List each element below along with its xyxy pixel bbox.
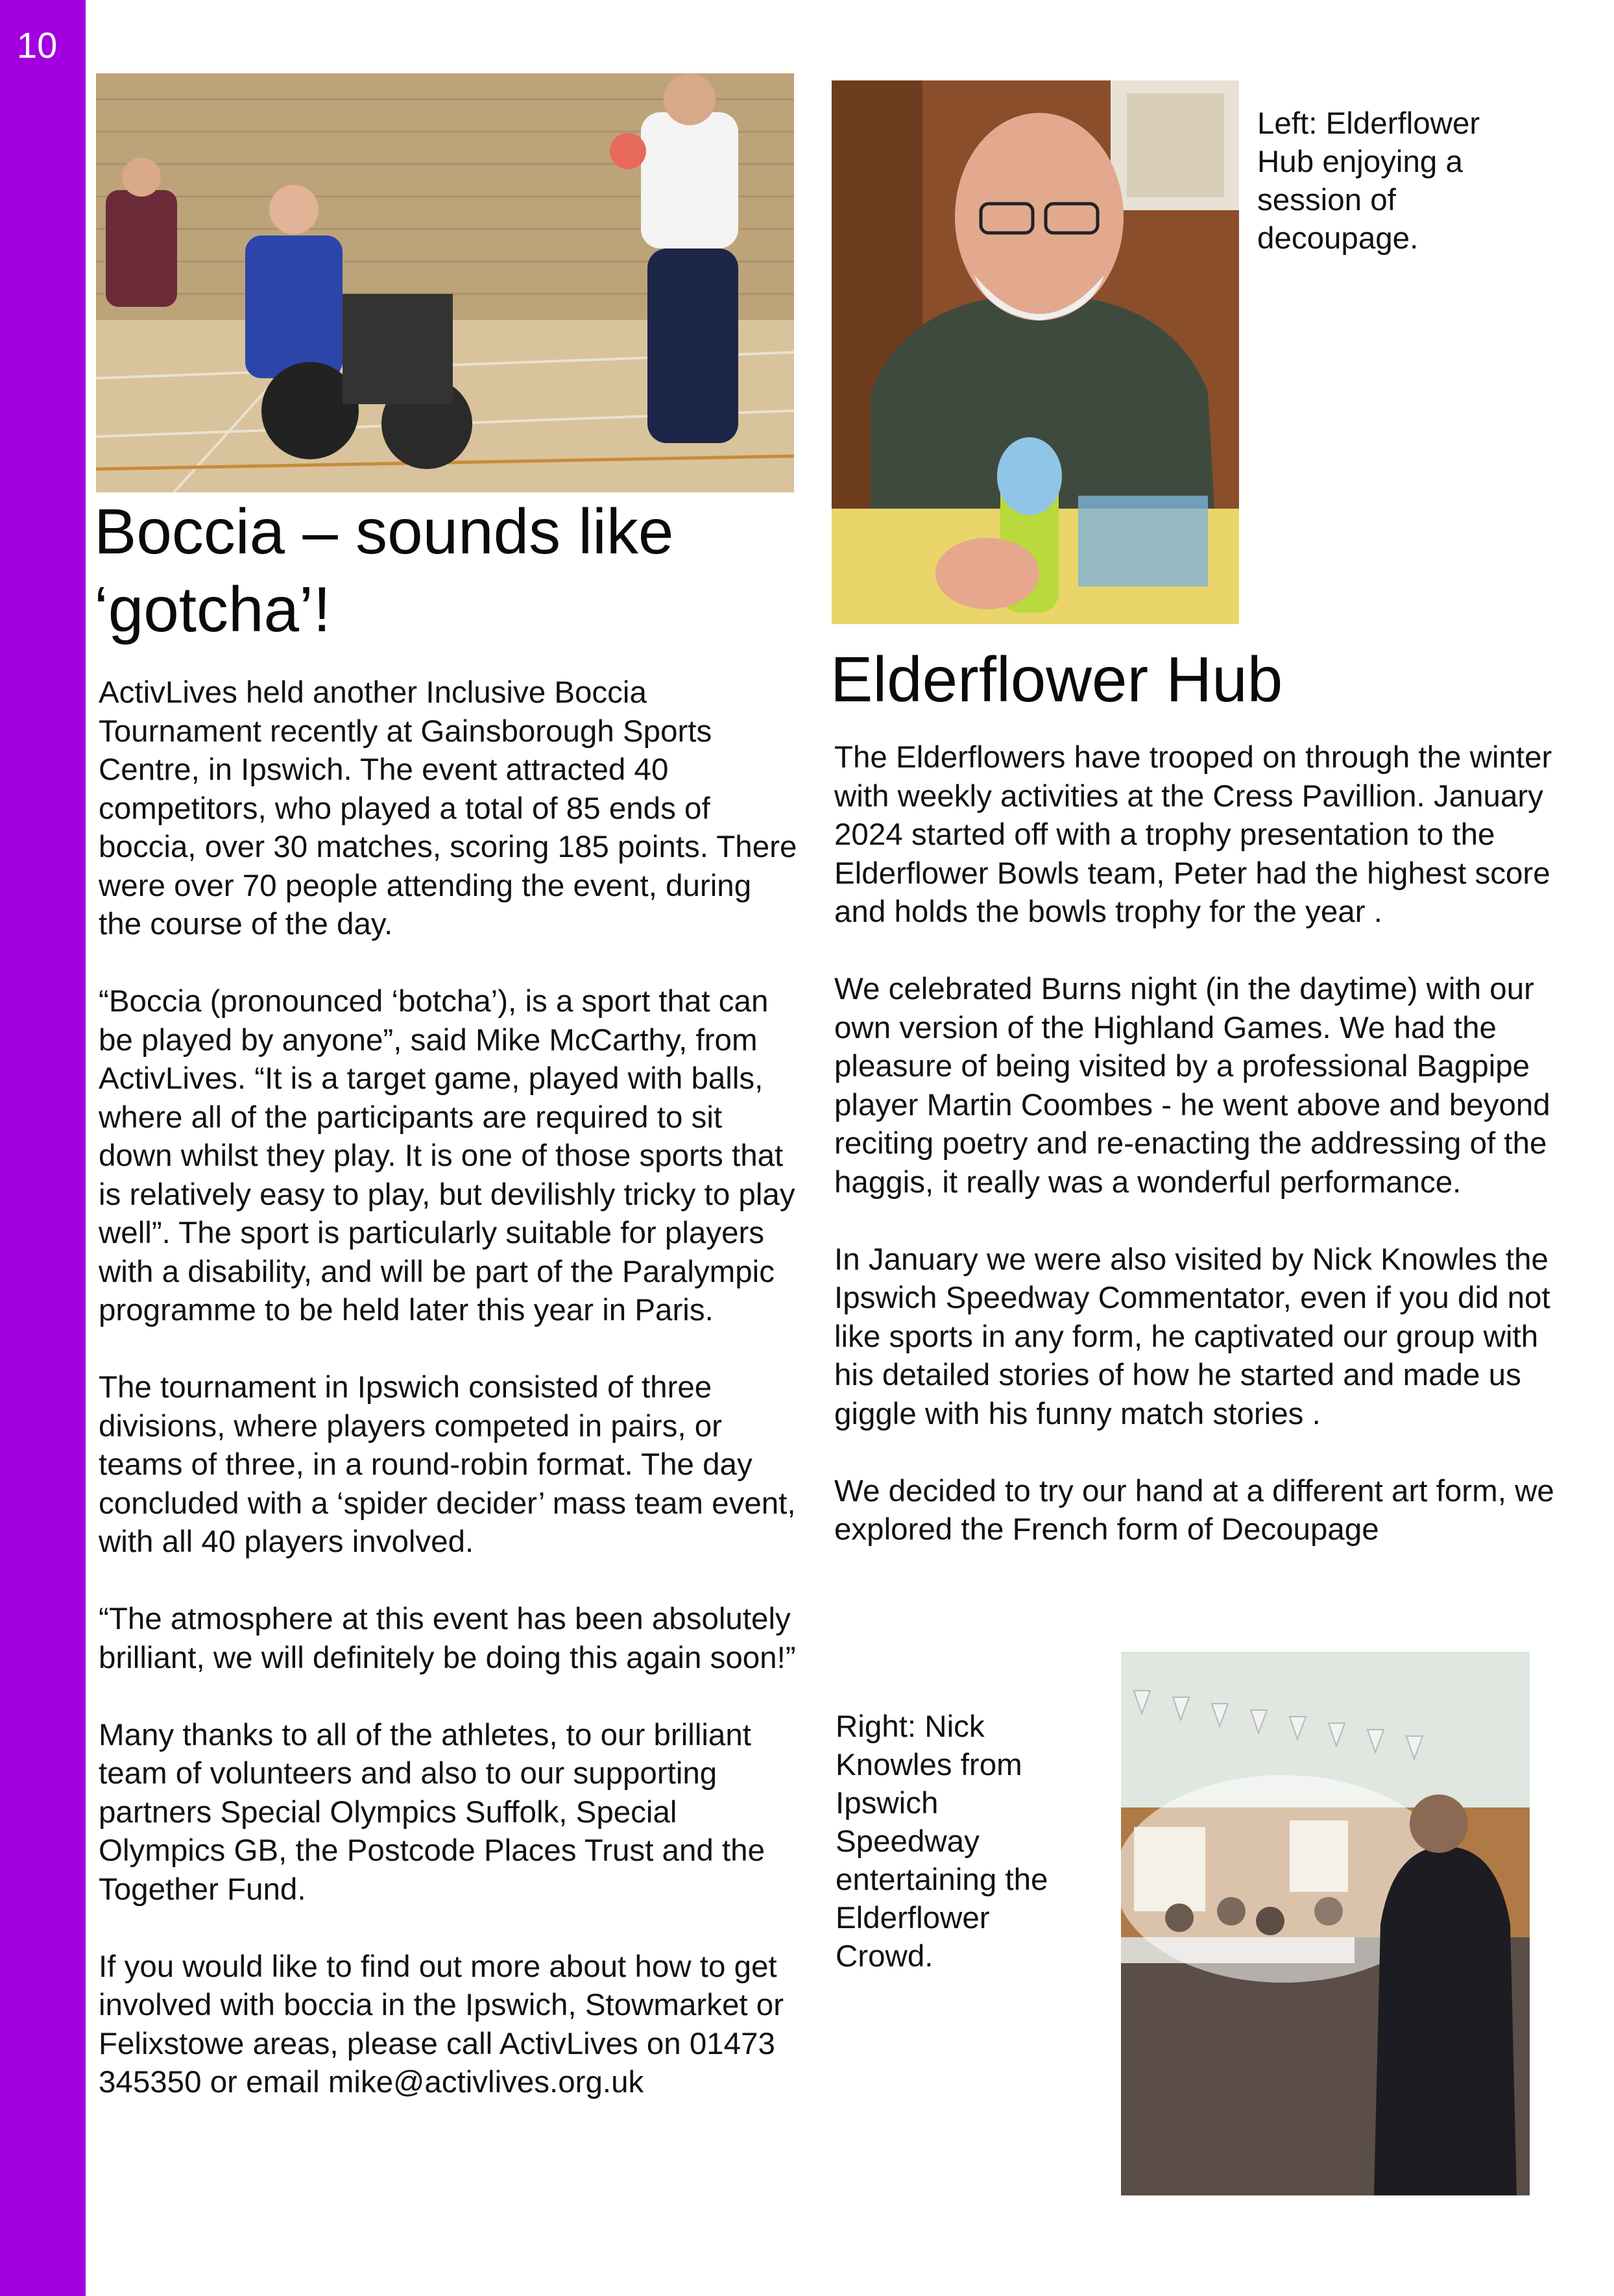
- elderflower-paragraph: The Elderflowers have trooped on through the winter with weekly activities at the Cress Pavillion. January 2024 started off with a trophy presentation to the Elderflower Bowls team, Peter had the highest score and holds the bowls trophy for the year .: [834, 740, 1552, 929]
- speedway-caption: Right: Nick Knowles from Ipswich Speedway entertaining the Elderflower Crowd.: [836, 1710, 1048, 1974]
- boccia-paragraph: ActivLives held another Inclusive Boccia Tournament recently at Gainsborough Sports Centre, in Ipswich. The event attracted 40 competitors, who played a total of 85 ends of boccia, over 30 matches, scoring 185 points. There were over 70 people attending the event, during the course of the day.: [99, 675, 797, 941]
- boccia-paragraph: “The atmosphere at this event has been absolutely brilliant, we will definitely be doing this again soon!”: [99, 1602, 796, 1675]
- boccia-paragraph: The tournament in Ipswich consisted of three divisions, where players competed in pairs, or teams of three, in a round-robin format. The day concluded with a ‘spider decider’ mass team event, with all 40 players involved.: [99, 1370, 796, 1559]
- page-number: 10: [17, 25, 58, 66]
- elderflower-paragraph: We decided to try our hand at a different art form, we explored the French form of Decoupage: [834, 1473, 1554, 1547]
- decoupage-photo: [832, 80, 1239, 624]
- boccia-title: [94, 493, 673, 648]
- boccia-article: [99, 673, 799, 2102]
- boccia-title-line2: ‘gotcha’!: [94, 573, 331, 645]
- boccia-paragraph: If you would like to find out more about how to get involved with boccia in the Ipswich, Stowmarket or Felixstowe areas, please call ActivLives on 01473 345350 or email mike@activlives.org.uk: [99, 1949, 784, 2099]
- page-sidebar: [0, 0, 86, 2296]
- boccia-paragraph: Many thanks to all of the athletes, to our brilliant team of volunteers and also to our supporting partners Special Olympics Suffolk, Special Olympics GB, the Postcode Places Trust and the Together Fund.: [99, 1717, 765, 1907]
- speedway-photo: [1121, 1652, 1530, 2195]
- elderflower-title: Elderflower Hub: [830, 644, 1283, 715]
- boccia-photo: [96, 73, 794, 492]
- elderflower-article: [834, 738, 1567, 1549]
- elderflower-paragraph: We celebrated Burns night (in the daytime) with our own version of the Highland Games. We had the pleasure of being visited by a professional Bagpipe player Martin Coombes - he went above and beyond reciting poetry and re-enacting the addressing of the haggis, it really was a wonderful performance.: [834, 972, 1550, 1200]
- decoupage-caption: Left: Elderflower Hub enjoying a session of decoupage.: [1257, 106, 1480, 256]
- elderflower-paragraph: In January we were also visited by Nick Knowles the Ipswich Speedway Commentator, even if you did not like sports in any form, he captivated our group with his detailed stories of how he started and made us giggle with his funny match stories .: [834, 1242, 1550, 1431]
- boccia-title-line1: Boccia – sounds like: [94, 496, 674, 567]
- boccia-paragraph: “Boccia (pronounced ‘botcha’), is a sport that can be played by anyone”, said Mike McCarthy, from ActivLives. “It is a target game, played with balls, where all of the participants are required to sit down whilst they play. It is one of those sports that is relatively easy to play, but devilishly tricky to play well”. The sport is particularly suitable for players with a disability, and will be part of the Paralympic programme to be held later this year in Paris.: [99, 984, 795, 1327]
